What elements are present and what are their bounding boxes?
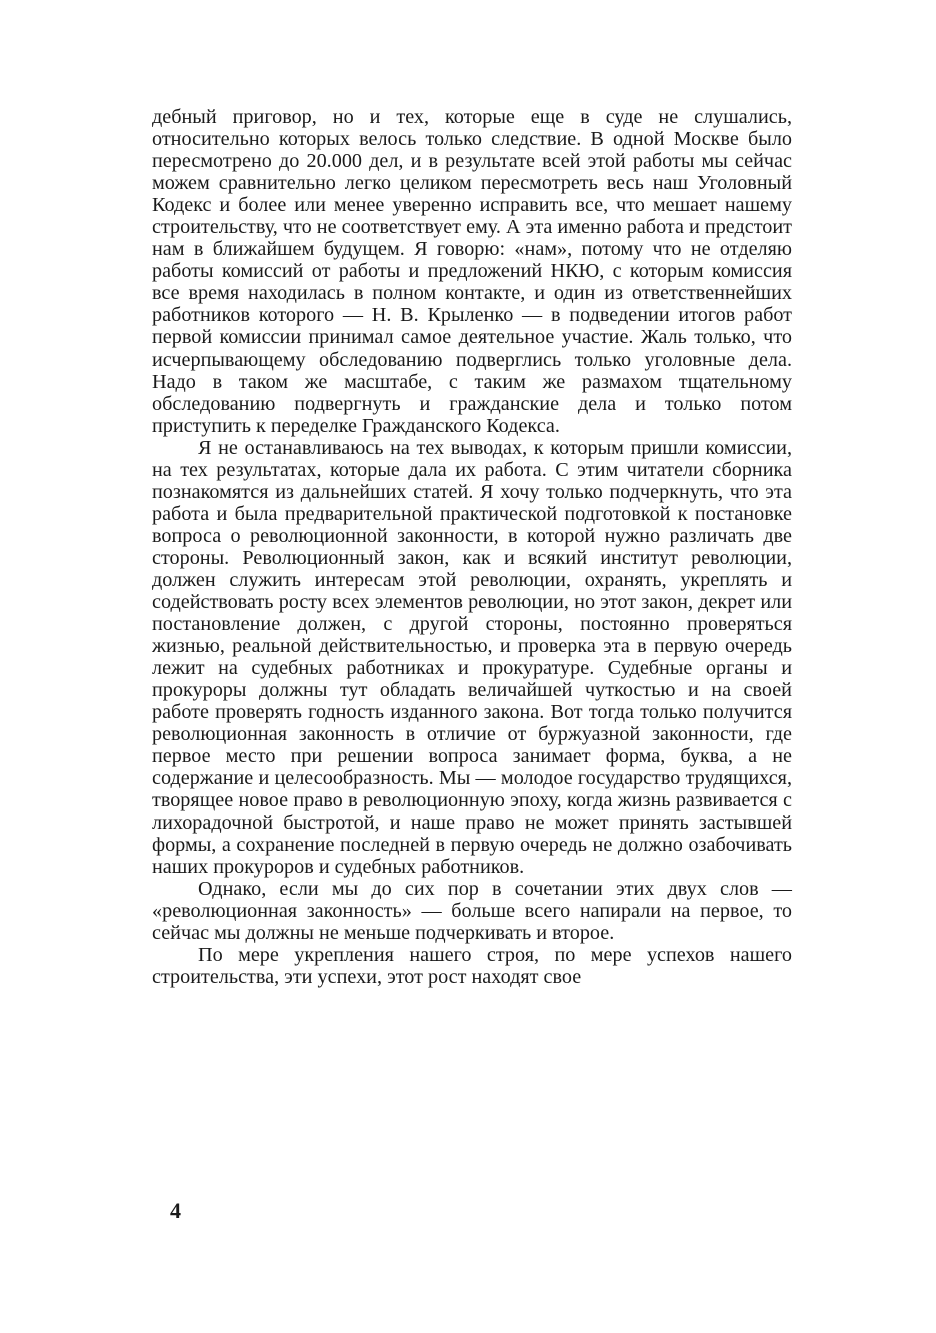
page-number: 4: [170, 1198, 181, 1223]
paragraph: Я не останавливаюсь на тех выводах, к которым пришли комиссии, на тех результатах, которые дала их работа. С этим читатели сборника познакомятся из дальнейших статей. Я хочу только подчеркнуть, что эта работа и была предварительной практической подготовкой к постановке вопроса о революционной законности, в которой нужно различать две стороны. Революционный закон, как и всякий институт революции, должен служить интересам этой революции, охранять, укреплять и содействовать росту всех элементов революции, но этот закон, декрет или постановление должен, с другой стороны, постоянно проверяться жизнью, реальной действительностью, и проверка эта в первую очередь лежит на судебных работниках и прокуратуре. Судебные органы и прокуроры должны тут обладать величайшей чуткостью и на своей работе проверять годность изданного закона. Вот тогда только получится революционная законность в отличие от буржуазной законности, где первое место при решении вопроса занимает форма, буква, а не содержание и целесообразность. Мы — молодое государство трудящихся, творящее новое право в революционную эпоху, когда жизнь развивается с лихорадочной быстротой, и наше право не может принять застывшей формы, а сохранение последней в первую очередь не должно озабочивать наших прокуроров и судебных работников.: [152, 436, 792, 878]
paragraph: Однако, если мы до сих пор в сочетании этих двух слов — «революционная законность» — больше всего напирали на первое, то сейчас мы должны не меньше подчеркивать и второе.: [152, 877, 792, 944]
paragraph-continuation: дебный приговор, но и тех, которые еще в суде не слушались, относительно которых велось только следствие. В одной Москве было пересмотрено до 20.000 дел, и в результате всей этой работы мы сейчас можем сравнительно легко целиком пересмотреть весь наш Уголовный Кодекс и более или менее уверенно исправить все, что мешает нашему строительству, что не соответствует ему. А эта именно работа и предстоит нам в ближайшем будущем. Я говорю: «нам», потому что не отделяю работы комиссий от работы и предложений НКЮ, с которым комиссия все время находилась в полном контакте, и один из ответственнейших работников которого — Н. В. Крыленко — в подведении итогов работ первой комиссии принимал самое деятельное участие. Жаль только, что исчерпывающему обследованию подверглись только уголовные дела. Надо в таком же масштабе, с таким же размахом тщательному обследованию подвергнуть и гражданские дела и только потом приступить к переделке Гражданского Кодекса.: [152, 106, 792, 437]
body-text: [152, 106, 792, 988]
paragraph: По мере укрепления нашего строя, по мере успехов нашего строительства, эти успехи, этот рост находят свое: [152, 943, 792, 988]
